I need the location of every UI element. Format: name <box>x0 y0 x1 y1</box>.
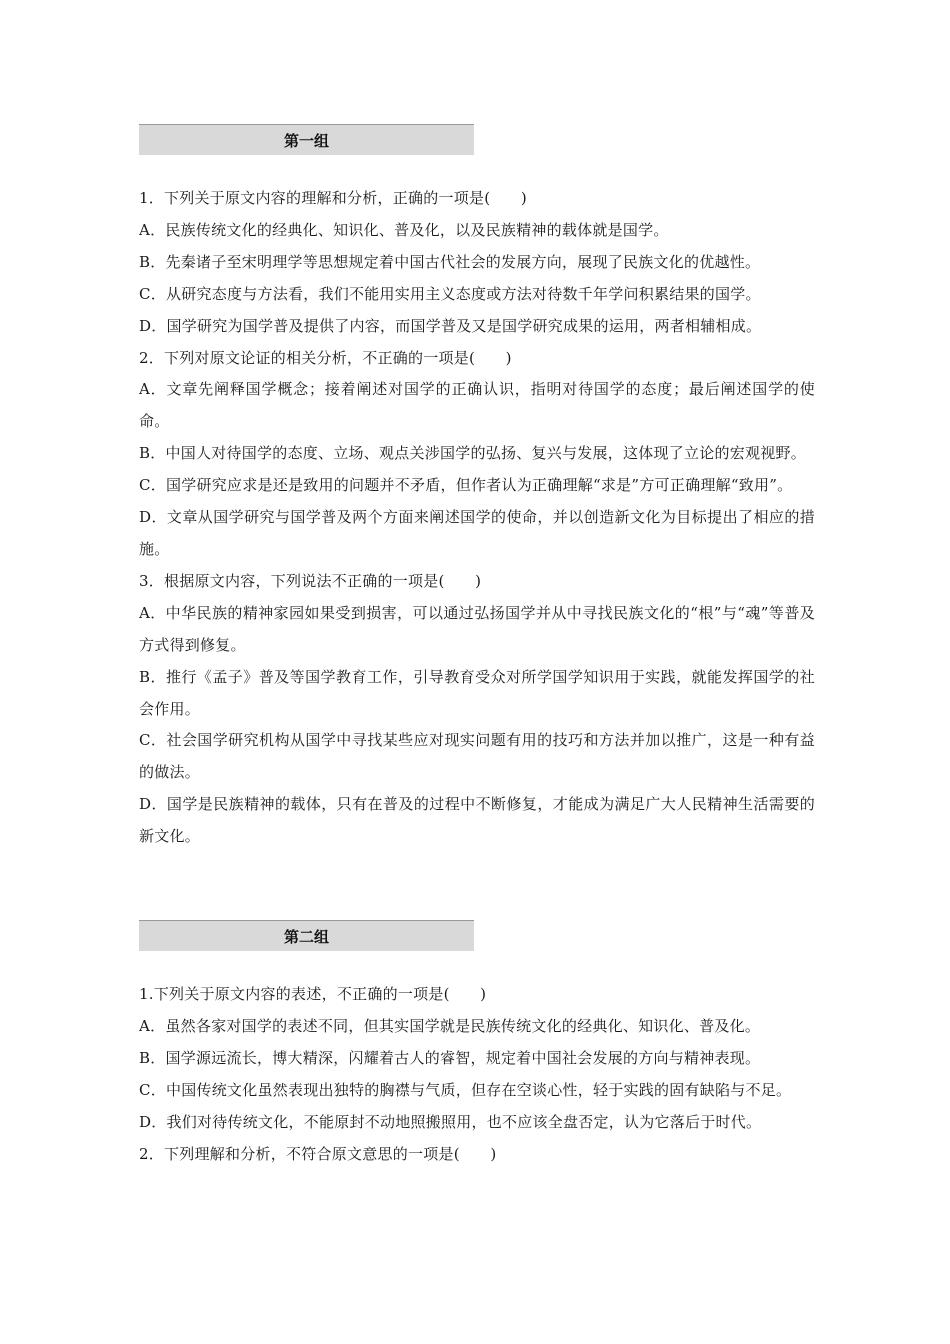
question-1-option-d: D．我们对待传统文化，不能原封不动地照搬照用，也不应该全盘否定，认为它落后于时代。 <box>139 1112 762 1131</box>
group-2-content <box>139 979 815 1170</box>
question-1-stem: 1．下列关于原文内容的理解和分析，正确的一项是( ) <box>139 189 528 207</box>
group-1-content <box>139 183 815 853</box>
question-1-stem: 1.下列关于原文内容的表述，不正确的一项是( ) <box>139 985 487 1003</box>
group-1-header <box>139 124 474 155</box>
question-1-option-a: A．民族传统文化的经典化、知识化、普及化，以及民族精神的载体就是国学。 <box>139 220 669 239</box>
question-2-stem: 2．下列理解和分析，不符合原文意思的一项是( ) <box>139 1144 497 1163</box>
question-3-option-a: A．中华民族的精神家园如果受到损害，可以通过弘扬国学并从中寻找民族文化的“根”与“魂”等普及方式得到修复。 <box>139 603 815 654</box>
group-2-title: 第二组 <box>283 927 329 946</box>
question-2-option-c: C．国学研究应求是还是致用的问题并不矛盾，但作者认为正确理解“求是”方可正确理解“致用”。 <box>139 476 793 495</box>
question-2-stem: 2．下列对原文论证的相关分析，不正确的一项是( ) <box>139 348 512 367</box>
question-1-option-d: D．国学研究为国学普及提供了内容，而国学普及又是国学研究成果的运用，两者相辅相成。 <box>139 316 762 335</box>
question-2-option-a: A．文章先阐释国学概念；接着阐述对国学的正确认识，指明对待国学的态度；最后阐述国学的使命。 <box>139 380 815 431</box>
question-2-option-d: D．文章从国学研究与国学普及两个方面来阐述国学的使命，并以创造新文化为目标提出了相应的措施。 <box>139 508 815 558</box>
group-1-title: 第一组 <box>283 131 329 150</box>
question-1-option-b: B．国学源远流长，博大精深，闪耀着古人的睿智，规定着中国社会发展的方向与精神表现。 <box>139 1048 761 1067</box>
question-1-option-c: C．从研究态度与方法看，我们不能用实用主义态度或方法对待数千年学问积累结果的国学。 <box>139 284 761 303</box>
question-3-option-c: C．社会国学研究机构从国学中寻找某些应对现实问题有用的技巧和方法并加以推广，这是一种有益的做法。 <box>139 731 815 782</box>
group-2-header <box>139 920 474 951</box>
question-3-option-b: B．推行《孟子》普及等国学教育工作，引导教育受众对所学国学知识用于实践，就能发挥国学的社会作用。 <box>139 667 815 718</box>
question-1-option-b: B．先秦诸子至宋明理学等思想规定着中国古代社会的发展方向，展现了民族文化的优越性。 <box>139 252 761 271</box>
question-2-option-b: B．中国人对待国学的态度、立场、观点关涉国学的弘扬、复兴与发展，这体现了立论的宏观视野。 <box>139 444 807 463</box>
question-3-stem: 3．根据原文内容，下列说法不正确的一项是( ) <box>139 571 482 590</box>
question-1-option-c: C．中国传统文化虽然表现出独特的胸襟与气质，但存在空谈心性，轻于实践的固有缺陷与不足。 <box>139 1080 792 1099</box>
question-3-option-d: D．国学是民族精神的载体，只有在普及的过程中不断修复，才能成为满足广大人民精神生活需要的新文化。 <box>139 795 815 846</box>
question-1-option-a: A．虽然各家对国学的表述不同，但其实国学就是民族传统文化的经典化、知识化、普及化。 <box>139 1016 761 1035</box>
